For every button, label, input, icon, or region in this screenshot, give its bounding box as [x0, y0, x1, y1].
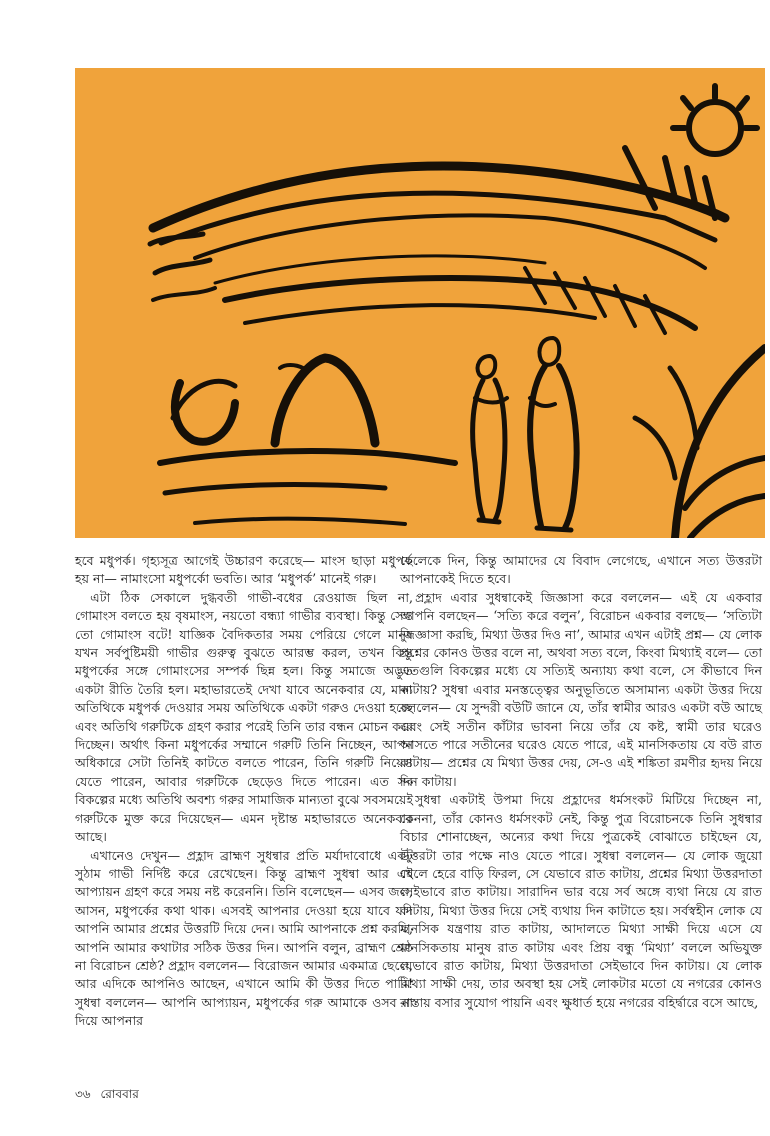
page-footer — [75, 1086, 145, 1106]
paragraph: এখানেও দেখুন— প্রহ্লাদ ব্রাহ্মণ সুধন্বার প্রতি মর্যাদাবোধে একটু সুঠাম গাভী নির্দিষ্ট করে রেখেছেন। কিন্তু ব্রাহ্মণ সুধন্বা আর এই আপ্যায়ন গ্রহণ করে সময় নষ্ট করেননি। তিনি বলেছেন— এসব জল, আসন, মধুপর্কের কথা থাক। এসবই আপনার দেওয়া হয়ে যাবে যদি আপনি আমার প্রশ্নের উত্তরটি দিয়ে দেন। আমি আপনাকে প্রশ্ন করছি, আপনি আমার কথাটার সঠিক উত্তর দিন। আপনি বলুন, ব্রাহ্মণ শ্রেষ্ঠ না বিরোচন শ্রেষ্ঠ? প্রহ্লাদ বললেন— বিরোজন আমার একমাত্র ছেলে, আর এদিকে আপনিও আছেন, এখানে আমি কী উত্তর দিতে পারি! সুধন্বা বললেন— আপনি আপ্যায়ন, মধুপর্কের গরু আমাকে ওসব না দিয়ে আপনার — [75, 847, 413, 1029]
illustration — [75, 68, 765, 538]
paragraph: প্রহ্লাদ এবার সুধন্বাকেই জিজ্ঞাসা করে বললেন— এই যে একবার আপনি বলছেন— ‘সত্যি করে বলুন’, বিরোচন একবার বলছে— ‘সত্যিটা জিজ্ঞাসা করছি, মিথ্যা উত্তর দিও না’, আমার এখন এটাই প্রশ্ন— যে লোক প্রশ্নের কোনও উত্তর বলে না, অথবা সত্য বলে, কিংবা মিথ্যাই বলে— তো এতগুলি বিকল্পের মধ্যে যে সত্যিই অন্যায্য কথা বলে, সে কীভাবে দিন কাটায়? সুধন্বা এবার মনস্তত্ত্বের অনুভূতিতে অসামান্য একটা উত্তর দিয়ে বললেন— যে সুন্দরী বউটি জানে যে, তাঁর স্বামীর আরও একটা বউ আছে এবং সেই সতীন কাঁটার ভাবনা নিয়ে তাঁর যে কষ্ট, স্বামী তার ঘরেও আসতে পারে সতীনের ঘরেও যেতে পারে, এই মানসিকতায় যে বউ রাত কাটায়— প্রশ্নের যে মিথ্যা উত্তর দেয়, সে-ও এই শঙ্কিতা রমণীর হৃদয় নিয়ে দিন কাটায়। — [400, 589, 762, 789]
paragraph: ছেলেকে দিন, কিন্তু আমাদের যে বিবাদ লেগেছে, এখানে সত্য উত্তরটা আপনাকেই দিতে হবে। — [400, 553, 762, 587]
text-column-left — [75, 552, 413, 1031]
paragraph: হবে মধুপর্ক। গৃহ্যসূত্র আগেই উচ্চারণ করেছে— মাংস ছাড়া মধুপর্ক হয় না— নামাংসো মধুপর্কো ভবতি। আর ‘মধুপর্ক’ মানেই গরু। — [75, 553, 413, 587]
text-column-right — [400, 552, 762, 1012]
magazine-name: রোববার — [100, 1087, 139, 1101]
paragraph: এটা ঠিক সেকালে দুগ্ধবতী গাভী-বধের রেওয়াজ ছিল না, গোমাংস বলতে হয় বৃষমাংস, নয়তো বন্ধ্যা গাভীর ব্যবস্থা। কিন্তু সেও তো গোমাংস বটে! যাজ্ঞিক বৈদিকতার সময় পেরিয়ে গেলে মানুষ যখন সর্বপুষ্টিময়ী গাভীর গুরুত্ব বুঝতে আরম্ভ করল, তখন কিন্তু মধুপর্কের সঙ্গে গোমাংসের সম্পর্ক ছিন্ন হল। কিন্তু সমাজে অদ্ভুত একটা রীতি তৈরি হল। মহাভারতেই দেখা যাবে অনেকবার যে, মান্য অতিথিকে মধুপর্ক দেওয়ার সময় অতিথিকে একটা গরুও দেওয়া হচ্ছে এবং অতিথি গরুটিকে গ্রহণ করার পরেই তিনি তার বন্ধন মোচন করে দিচ্ছেন। অর্থাৎ কিনা মধুপর্কের সম্মানে গরুটি তিনি নিচ্ছেন, আপন অধিকারে সেটা তিনিই কাটতে বলতে পারেন, তিনি গরুটি নিয়েও যেতে পারেন, আবার গরুটিকে ছেড়েও দিতে পারেন। এত সব বিকল্পের মধ্যে অতিথি অবশ্য গরুর সামাজিক মান্যতা বুঝে সবসময়েই গরুটিকে মুক্ত করে দিয়েছেন— এমন দৃষ্টান্ত মহাভারতে অনেকবার আছে। — [75, 589, 413, 845]
paragraph: সুধন্বা একটাই উপমা দিয়ে প্রহ্লাদের ধর্মসংকট মিটিয়ে দিচ্ছেন না, কেননা, তাঁর কোনও ধর্মসংকট নেই, কিন্তু পুত্র বিরোচনকে তিনি সুধন্বার বিচার শোনাচ্ছেন, অন্যের কথা দিয়ে পুত্রকেই বোঝাতে চাইছেন যে, উত্তরটা তার পক্ষে নাও যেতে পারে। সুধন্বা বললেন— যে লোক জুয়ো খেলে হেরে বাড়ি ফিরল, সে যেভাবে রাত কাটায়, প্রশ্নের মিথ্যা উত্তরদাতা সেইভাবে রাত কাটায়। সারাদিন ভার বয়ে সর্ব অঙ্গে ব্যথা নিয়ে যে রাত কাটায়, মিথ্যা উত্তর দিয়ে সেই ব্যথায় দিন কাটাতে হয়। সর্বস্বহীন লোক যে মানসিক যন্ত্রণায় রাত কাটায়, আদালতে মিথ্যা সাক্ষী দিয়ে এসে যে মানসিকতায় মানুষ রাত কাটায় এবং প্রিয় বন্ধু ‘মিথ্যা’ বললে অভিযুক্ত যেভাবে রাত কাটায়, মিথ্যা উত্তরদাতা সেইভাবে দিন কাটায়। যে লোক মিথ্যা সাক্ষী দেয়, তার অবস্থা হয় সেই লোকটার মতো যে নগরের কোনও রাস্তায় বসার সুযোগ পায়নি এবং ক্ষুধার্ত হয়ে নগরের বহির্দ্বারে বসে আছে, — [400, 792, 762, 1010]
page-number: ৩৬ — [75, 1087, 91, 1101]
ink-sketch-illustration — [75, 68, 765, 538]
